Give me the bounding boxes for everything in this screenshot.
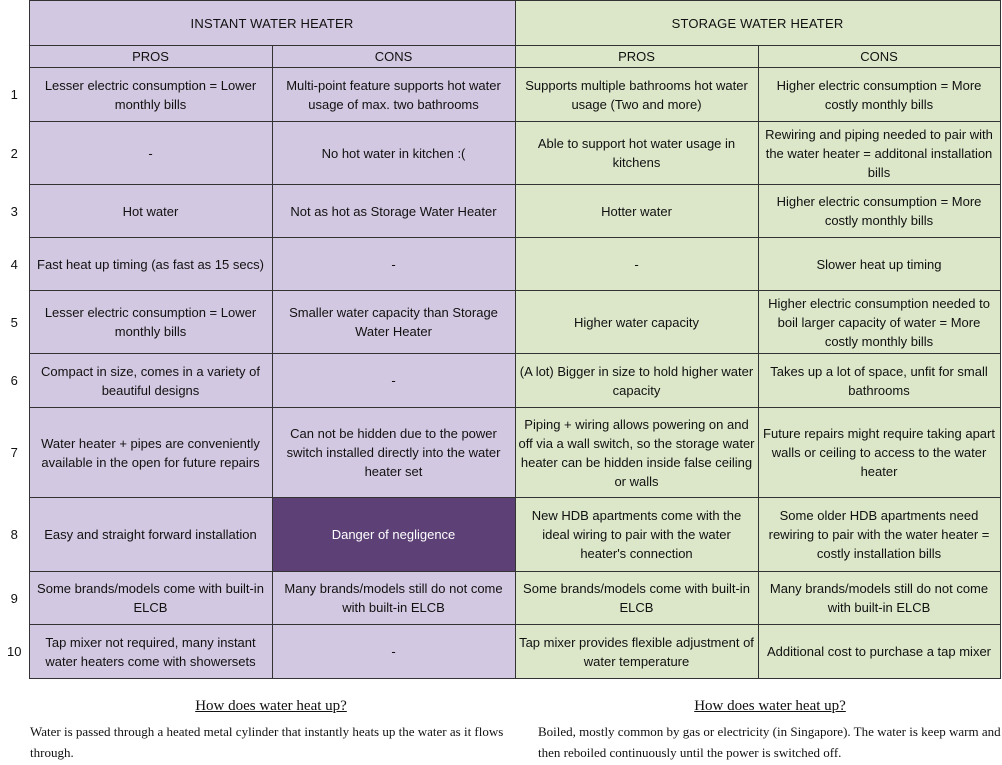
table-row <box>0 238 1000 291</box>
table-row <box>0 498 1000 572</box>
row-number: 8 <box>0 498 29 572</box>
row-number: 1 <box>0 68 29 122</box>
instant-cons-cell: - <box>272 354 515 408</box>
table-row <box>0 625 1000 679</box>
storage-footer-answer: Boiled, mostly common by gas or electricity (in Singapore). The water is keep warm and then reboiled continuously until the power is switched off. <box>538 724 1001 760</box>
instant-pros-heading: PROS <box>29 46 272 68</box>
table-row <box>0 354 1000 408</box>
storage-footer <box>538 696 1002 763</box>
row-number: 5 <box>0 291 29 354</box>
table-row <box>0 408 1000 498</box>
storage-cons-cell: Additional cost to purchase a tap mixer <box>758 625 1000 679</box>
storage-cons-cell: Future repairs might require taking apart walls or ceiling to access to the water heater <box>758 408 1000 498</box>
storage-pros-heading: PROS <box>515 46 758 68</box>
corner-cell <box>0 1 29 46</box>
storage-pros-cell: Able to support hot water usage in kitchens <box>515 122 758 185</box>
storage-pros-cell: New HDB apartments come with the ideal wiring to pair with the water heater's connection <box>515 498 758 572</box>
instant-cons-cell: Smaller water capacity than Storage Water Heater <box>272 291 515 354</box>
storage-cons-cell: Some older HDB apartments need rewiring to pair with the water heater = costly installation bills <box>758 498 1000 572</box>
instant-cons-cell: Many brands/models still do not come with built-in ELCB <box>272 572 515 625</box>
storage-cons-cell: Higher electric consumption needed to boil larger capacity of water = More costly monthly bills <box>758 291 1000 354</box>
storage-footer-question: How does water heat up? <box>694 698 846 714</box>
storage-cons-cell: Many brands/models still do not come with built-in ELCB <box>758 572 1000 625</box>
row-number: 4 <box>0 238 29 291</box>
instant-cons-cell: - <box>272 238 515 291</box>
storage-cons-heading: CONS <box>758 46 1000 68</box>
instant-pros-cell: Hot water <box>29 185 272 238</box>
instant-pros-cell: Fast heat up timing (as fast as 15 secs) <box>29 238 272 291</box>
storage-pros-cell: Higher water capacity <box>515 291 758 354</box>
instant-pros-cell: Some brands/models come with built-in ELCB <box>29 572 272 625</box>
instant-footer-answer: Water is passed through a heated metal cylinder that instantly heats up the water as it flows through. <box>30 724 504 760</box>
row-number: 7 <box>0 408 29 498</box>
storage-heater-heading: STORAGE WATER HEATER <box>515 1 1000 46</box>
instant-cons-cell: Not as hot as Storage Water Heater <box>272 185 515 238</box>
instant-pros-cell: Water heater + pipes are conveniently available in the open for future repairs <box>29 408 272 498</box>
table-row <box>0 185 1000 238</box>
row-number: 6 <box>0 354 29 408</box>
table-row <box>0 572 1000 625</box>
storage-pros-cell: Piping + wiring allows powering on and off via a wall switch, so the storage water heater can be hidden inside false ceiling or walls <box>515 408 758 498</box>
row-number: 2 <box>0 122 29 185</box>
storage-pros-cell: - <box>515 238 758 291</box>
storage-cons-cell: Higher electric consumption = More costly monthly bills <box>758 68 1000 122</box>
instant-footer <box>30 696 512 763</box>
storage-pros-cell: (A lot) Bigger in size to hold higher water capacity <box>515 354 758 408</box>
storage-cons-cell: Slower heat up timing <box>758 238 1000 291</box>
instant-pros-cell: Lesser electric consumption = Lower monthly bills <box>29 291 272 354</box>
instant-cons-cell: Can not be hidden due to the power switch installed directly into the water heater set <box>272 408 515 498</box>
table-row <box>0 122 1000 185</box>
instant-cons-cell: - <box>272 625 515 679</box>
instant-pros-cell: Lesser electric consumption = Lower monthly bills <box>29 68 272 122</box>
storage-cons-cell: Rewiring and piping needed to pair with the water heater = additonal installation bills <box>758 122 1000 185</box>
storage-cons-cell: Takes up a lot of space, unfit for small bathrooms <box>758 354 1000 408</box>
storage-pros-cell: Some brands/models come with built-in ELCB <box>515 572 758 625</box>
row-number: 10 <box>0 625 29 679</box>
storage-pros-cell: Tap mixer provides flexible adjustment of water temperature <box>515 625 758 679</box>
instant-cons-heading: CONS <box>272 46 515 68</box>
instant-pros-cell: Tap mixer not required, many instant water heaters come with showersets <box>29 625 272 679</box>
row-number: 3 <box>0 185 29 238</box>
instant-cons-cell: Multi-point feature supports hot water usage of max. two bathrooms <box>272 68 515 122</box>
instant-pros-cell: Compact in size, comes in a variety of beautiful designs <box>29 354 272 408</box>
table-row <box>0 291 1000 354</box>
table-row <box>0 68 1000 122</box>
instant-heater-heading: INSTANT WATER HEATER <box>29 1 515 46</box>
instant-pros-cell: Easy and straight forward installation <box>29 498 272 572</box>
danger-highlight-cell: Danger of negligence <box>272 498 515 572</box>
instant-pros-cell: - <box>29 122 272 185</box>
storage-pros-cell: Hotter water <box>515 185 758 238</box>
storage-cons-cell: Higher electric consumption = More costly monthly bills <box>758 185 1000 238</box>
storage-pros-cell: Supports multiple bathrooms hot water usage (Two and more) <box>515 68 758 122</box>
instant-cons-cell: No hot water in kitchen :( <box>272 122 515 185</box>
instant-footer-question: How does water heat up? <box>195 698 347 714</box>
corner-cell <box>0 46 29 68</box>
row-number: 9 <box>0 572 29 625</box>
